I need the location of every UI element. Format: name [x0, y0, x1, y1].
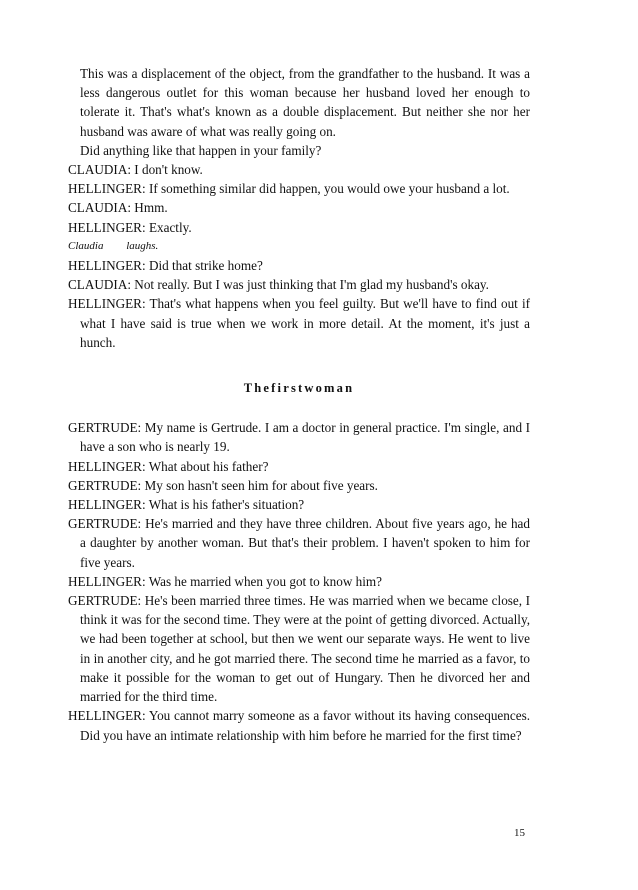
dialogue-line: HELLINGER: That's what happens when you feel guilty. But we'll have to find out if what I have said is true when we work in more detail. At the moment, it's just a hunch.	[68, 296, 530, 350]
passage-before-heading	[68, 64, 530, 352]
dialogue-line: HELLINGER: What is his father's situation?	[68, 497, 305, 513]
page-number: 15	[514, 827, 525, 839]
dialogue-line: GERTRUDE: My son hasn't seen him for about five years.	[68, 477, 378, 493]
dialogue-line: HELLINGER: What about his father?	[68, 458, 269, 474]
dialogue-line: GERTRUDE: He's married and they have three children. About five years ago, he had a daughter by another woman. But that's their problem. I haven't spoken to him for five years.	[68, 516, 530, 570]
narration-paragraph: This was a displacement of the object, from the grandfather to the husband. It was a less dangerous outlet for this woman because her husband loved her enough to tolerate it. That's what's known as a double displacement. But neither she nor her husband was aware of what was really going on.	[80, 66, 530, 139]
dialogue-line: GERTRUDE: He's been married three times. He was married when we became close, I think it was for the second time. They were at the point of getting divorced. Actually, we had been together at school, but then we went our separate ways. He went to live in in another city, and he got married there. The second time he married as a favor, to make it possible for the woman to get out of Hungary. Then he divorced her and married for the third time.	[68, 593, 530, 705]
section-heading: Thefirstwoman	[243, 381, 355, 396]
dialogue-line: GERTRUDE: My name is Gertrude. I am a doctor in general practice. I'm single, and I have a son who is nearly 19.	[68, 420, 530, 455]
page-body	[68, 64, 530, 745]
dialogue-line: HELLINGER: You cannot marry someone as a favor without its having consequences. Did you have an intimate relationship with him before he married for the first time?	[68, 708, 530, 743]
stage-direction: Claudia laughs.	[68, 239, 159, 252]
dialogue-line: HELLINGER: If something similar did happen, you would owe your husband a lot.	[68, 181, 510, 197]
narration-paragraph: Did anything like that happen in your family?	[80, 142, 322, 158]
dialogue-line: HELLINGER: Exactly.	[68, 219, 192, 235]
dialogue-line: HELLINGER: Was he married when you got to know him?	[68, 573, 383, 589]
dialogue-line: CLAUDIA: I don't know.	[68, 162, 203, 178]
dialogue-line: CLAUDIA: Not really. But I was just thinking that I'm glad my husband's okay.	[68, 277, 489, 293]
dialogue-line: CLAUDIA: Hmm.	[68, 200, 168, 216]
dialogue-line: HELLINGER: Did that strike home?	[68, 258, 263, 274]
passage-after-heading	[68, 418, 530, 744]
